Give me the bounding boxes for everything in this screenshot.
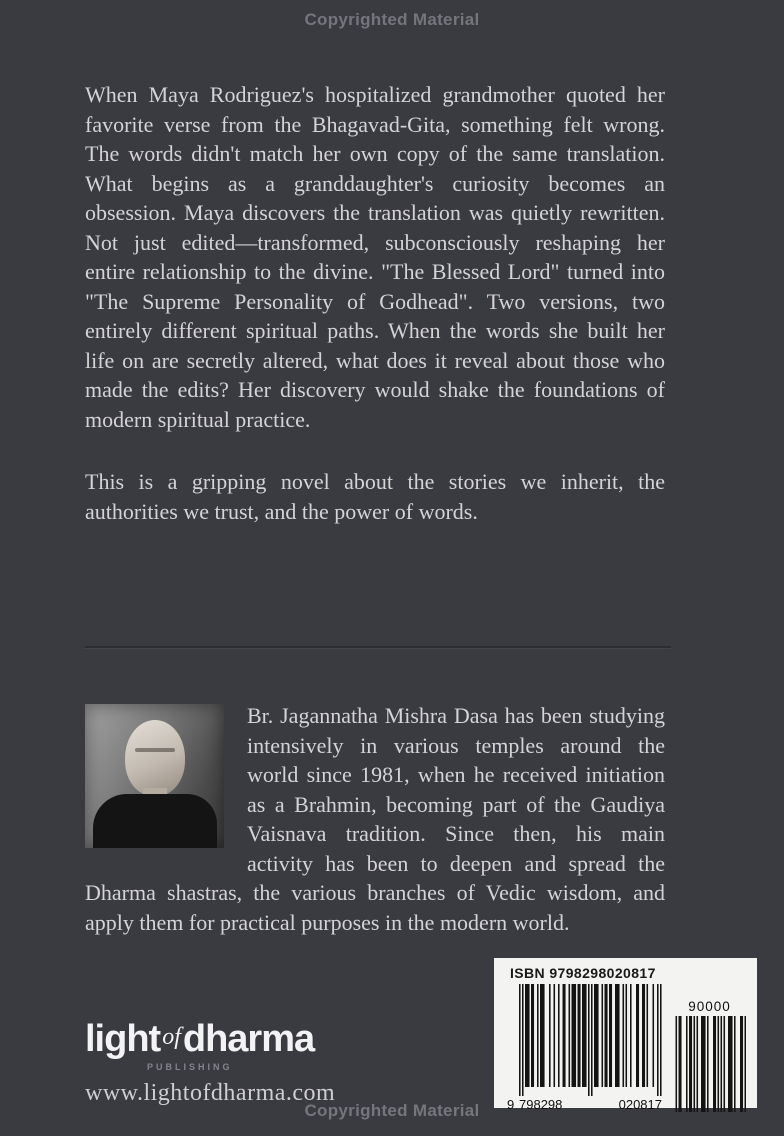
author-photo-head-shape: [125, 720, 185, 796]
barcode-panel: [494, 958, 757, 1112]
isbn-label: ISBN 9798298020817: [510, 965, 656, 981]
section-divider: [85, 646, 671, 648]
author-photo-torso-shape: [93, 794, 217, 848]
logo-word-of: of: [162, 1024, 181, 1050]
barcode-row: [506, 984, 749, 1112]
ean13-lead-digit: 9: [507, 1097, 515, 1112]
author-bio-text: Br. Jagannatha Mishra Dasa has been studying intensively in various temples around the world since 1981, when he received initiation as a Brahmin, becoming part of the Gaudiya Vaisnava tradition. Since then, his main activity has been to deepen and spread the Dharma shastras, the various branches of Vedic wisdom, and apply them for practical purposes in the modern world.: [85, 703, 665, 935]
logo-word-dharma: dharma: [182, 1018, 315, 1060]
author-photo: [85, 704, 224, 848]
logo-word-light: light: [85, 1018, 161, 1060]
publisher-subtitle: PUBLISHING: [147, 1062, 233, 1072]
ean13-barcode: [506, 984, 662, 1112]
price-supplement-bars: [674, 1016, 746, 1112]
copyright-notice-bottom: Copyrighted Material: [304, 1101, 480, 1120]
price-supplement-barcode: [670, 999, 749, 1112]
synopsis-paragraph-2: This is a gripping novel about the stories we inherit, the authorities we trust, and the power of words.: [85, 469, 665, 524]
synopsis-block: [85, 80, 665, 526]
publisher-logo: [85, 1020, 314, 1072]
ean13-left-digits: 798298: [519, 1097, 563, 1112]
publisher-website: www.lightofdharma.com: [85, 1080, 336, 1106]
synopsis-paragraph-1: When Maya Rodriguez's hospitalized grandmother quoted her favorite verse from the Bhagavad-Gita, something felt wrong. The words didn't match her own copy of the same translation. What begins as a granddaughter's curiosity becomes an obsession. Maya discovers the translation was quietly rewritten. Not just edited—transformed, subconsciously reshaping her entire relationship to the divine. "The Blessed Lord" turned into "The Supreme Personality of Godhead". Two versions, two entirely different spiritual paths. When the words she built her life on are secretly altered, what does it reveal about those who made the edits? Her discovery would shake the foundations of modern spiritual practice.: [85, 82, 665, 432]
ean13-right-digits: 020817: [618, 1097, 662, 1112]
copyright-notice-top: Copyrighted Material: [304, 10, 480, 29]
price-code: 90000: [688, 999, 731, 1014]
author-bio-block: [85, 701, 665, 937]
ean13-bars: [519, 984, 662, 1096]
author-photo-brow-shape: [135, 748, 175, 752]
